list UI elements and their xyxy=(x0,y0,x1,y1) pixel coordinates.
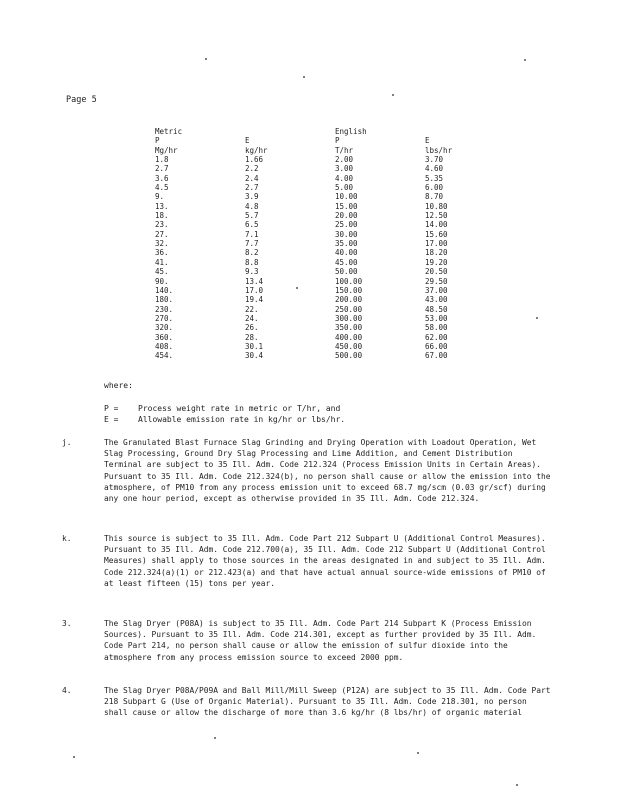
paragraph-j xyxy=(62,437,552,504)
table-row xyxy=(155,155,515,164)
e-metric-cell: 3.9 xyxy=(245,192,259,202)
e-metric-cell: 7.7 xyxy=(245,239,259,249)
e-english-cell: 67.00 xyxy=(425,351,448,361)
metric-group-header: Metric xyxy=(155,127,183,136)
scan-speck xyxy=(516,784,518,786)
p-metric-cell: 3.6 xyxy=(155,173,169,183)
page-label: Page 5 xyxy=(66,95,97,105)
p-metric-cell: 320. xyxy=(155,323,174,333)
p-metric-cell: 1.8 xyxy=(155,155,169,165)
p-english-cell: 500.00 xyxy=(335,351,363,361)
table-row xyxy=(155,286,515,295)
e-english-cell: 15.60 xyxy=(425,229,448,239)
e-english-cell: 48.50 xyxy=(425,304,448,314)
p-english-cell: 100.00 xyxy=(335,276,363,286)
p-english-cell: 2.00 xyxy=(335,155,354,165)
e-english-cell: 37.00 xyxy=(425,285,448,295)
e-metric-cell: 9.3 xyxy=(245,267,259,277)
emission-rate-table xyxy=(155,127,515,361)
definition-p-text: Process weight rate in metric or T/hr, and xyxy=(138,404,341,413)
e-english-cell: 6.00 xyxy=(425,183,444,193)
p-english-cell: 150.00 xyxy=(335,285,363,295)
where-label: where: xyxy=(104,381,133,390)
symbol-header-row xyxy=(155,136,515,145)
table-row xyxy=(155,305,515,314)
p-english-cell: 450.00 xyxy=(335,341,363,351)
p-metric-cell: 230. xyxy=(155,304,174,314)
p-metric-cell: 270. xyxy=(155,313,174,323)
e-english-cell: 62.00 xyxy=(425,332,448,342)
e-metric-cell: 19.4 xyxy=(245,295,264,305)
e-english-cell: 18.20 xyxy=(425,248,448,258)
definition-p-symbol: P = xyxy=(104,404,119,413)
p-english-cell: 25.00 xyxy=(335,220,358,230)
paragraph-j-text: The Granulated Blast Furnace Slag Grinding and Drying Operation with Loadout Operation, Wet Slag Processing, Ground Dry Slag Processing and Lime Addition, and Cement Distribution Terminal are subject to 35 Ill. Adm. Code 212.324 (Process Emission Units in Certain Areas). Pursuant to 35 Ill. Adm. Code 212.324(b), no person shall cause or allow the emission into the atmosphere, of PM10 from any process emission unit to exceed 68.7 mg/scm (0.03 gr/scf) during any one hour period, except as otherwise provided in 35 Ill. Adm. Code 212.324. xyxy=(104,438,551,504)
p-english-cell: 350.00 xyxy=(335,323,363,333)
p-english-cell: 400.00 xyxy=(335,332,363,342)
e-metric-cell: 5.7 xyxy=(245,211,259,221)
e-metric-cell: 26. xyxy=(245,323,259,333)
table-row xyxy=(155,192,515,201)
scan-speck xyxy=(536,317,538,319)
e-metric-cell: 2.7 xyxy=(245,183,259,193)
p-metric-cell: 41. xyxy=(155,257,169,267)
table-row xyxy=(155,183,515,192)
table-row xyxy=(155,220,515,229)
paragraph-3-text: The Slag Dryer (P08A) is subject to 35 Ill. Adm. Code Part 214 Subpart K (Process Emission Sources). Pursuant to 35 Ill. Adm. Code 214.301, except as further provided by 35 Ill. Adm. Code Part 214, no person shall cause or allow the emission of sulfur dioxide into the atmosphere from any process emission source to exceed 2000 ppm. xyxy=(104,619,537,662)
scan-speck xyxy=(303,76,305,78)
p-english-cell: 200.00 xyxy=(335,295,363,305)
e-english-cell: 3.70 xyxy=(425,155,444,165)
p-english-cell: 3.00 xyxy=(335,164,354,174)
e-english-cell: 19.20 xyxy=(425,257,448,267)
paragraph-4 xyxy=(62,685,552,719)
e-metric-cell: 22. xyxy=(245,304,259,314)
table-row xyxy=(155,174,515,183)
table-row xyxy=(155,239,515,248)
e-metric-cell: 2.2 xyxy=(245,164,259,174)
e-english-cell: 53.00 xyxy=(425,313,448,323)
e-metric-cell: 13.4 xyxy=(245,276,264,286)
p-metric-cell: 408. xyxy=(155,341,174,351)
e-metric-cell: 8.8 xyxy=(245,257,259,267)
e-english-cell: 29.50 xyxy=(425,276,448,286)
table-row xyxy=(155,351,515,360)
definition-e xyxy=(104,415,345,424)
p-english-cell: 50.00 xyxy=(335,267,358,277)
group-header-row xyxy=(155,127,515,136)
p-metric-cell: 27. xyxy=(155,229,169,239)
e-metric-cell: 7.1 xyxy=(245,229,259,239)
scan-speck xyxy=(296,287,298,289)
e-metric-cell: 8.2 xyxy=(245,248,259,258)
e-english-cell: 4.60 xyxy=(425,164,444,174)
paragraph-k xyxy=(62,533,552,589)
p-metric-cell: 18. xyxy=(155,211,169,221)
table-row xyxy=(155,314,515,323)
e-metric-cell: 1.66 xyxy=(245,155,264,165)
e-metric-unit: kg/hr xyxy=(245,145,268,155)
definition-e-text: Allowable emission rate in kg/hr or lbs/hr. xyxy=(138,415,346,424)
e-english-cell: 10.80 xyxy=(425,201,448,211)
e-metric-header: E xyxy=(245,136,250,146)
p-metric-cell: 454. xyxy=(155,351,174,361)
table-row xyxy=(155,202,515,211)
table-row xyxy=(155,323,515,332)
e-english-cell: 20.50 xyxy=(425,267,448,277)
english-group-header: English xyxy=(335,127,367,136)
paragraph-k-label: k. xyxy=(62,534,72,543)
table-row xyxy=(155,342,515,351)
p-english-cell: 300.00 xyxy=(335,313,363,323)
p-metric-cell: 32. xyxy=(155,239,169,249)
e-english-cell: 43.00 xyxy=(425,295,448,305)
e-metric-cell: 17.0 xyxy=(245,285,264,295)
p-english-cell: 10.00 xyxy=(335,192,358,202)
p-metric-cell: 36. xyxy=(155,248,169,258)
paragraph-k-text: This source is subject to 35 Ill. Adm. Code Part 212 Subpart U (Additional Control Measures). Pursuant to 35 Ill. Adm. Code 212.700(a), 35 Ill. Adm. Code 212 Subpart U (Additional Control Measures) shall apply to those sources in the areas designated in and subject to 35 Ill. Adm. Code 212.324(a)(1) or 212.423(a) and that have actual annual source-wide emissions of PM10 of at least fifteen (15) tons per year. xyxy=(104,534,546,588)
paragraph-4-text: The Slag Dryer P08A/P09A and Ball Mill/Mill Sweep (P12A) are subject to 35 Ill. Adm. Code Part 218 Subpart G (Use of Organic Material). Pursuant to 35 Ill. Adm. Code 218.301, no person shall cause or allow the discharge of more than 3.6 kg/hr (8 lbs/hr) of organic material xyxy=(104,686,551,718)
table-row xyxy=(155,267,515,276)
scan-speck xyxy=(73,756,75,758)
scan-speck xyxy=(392,94,394,96)
p-metric-unit: Mg/hr xyxy=(155,145,178,155)
e-english-cell: 8.70 xyxy=(425,192,444,202)
p-english-cell: 35.00 xyxy=(335,239,358,249)
p-metric-cell: 4.5 xyxy=(155,183,169,193)
e-english-cell: 12.50 xyxy=(425,211,448,221)
p-metric-cell: 2.7 xyxy=(155,164,169,174)
e-metric-cell: 4.8 xyxy=(245,201,259,211)
p-metric-cell: 90. xyxy=(155,276,169,286)
table-row xyxy=(155,277,515,286)
e-english-cell: 14.00 xyxy=(425,220,448,230)
definition-p xyxy=(104,404,340,413)
p-english-cell: 20.00 xyxy=(335,211,358,221)
unit-header-row xyxy=(155,146,515,155)
scan-speck xyxy=(214,737,216,739)
table-row xyxy=(155,164,515,173)
p-metric-cell: 180. xyxy=(155,295,174,305)
e-english-cell: 58.00 xyxy=(425,323,448,333)
p-english-cell: 250.00 xyxy=(335,304,363,314)
p-metric-cell: 23. xyxy=(155,220,169,230)
scan-speck xyxy=(205,58,207,60)
table-row xyxy=(155,333,515,342)
paragraph-3-label: 3. xyxy=(62,619,72,628)
p-english-cell: 40.00 xyxy=(335,248,358,258)
p-english-cell: 30.00 xyxy=(335,229,358,239)
p-english-cell: 15.00 xyxy=(335,201,358,211)
scan-speck xyxy=(524,59,526,61)
table-body xyxy=(155,155,515,361)
e-metric-cell: 2.4 xyxy=(245,173,259,183)
paragraph-3 xyxy=(62,618,552,663)
scan-speck xyxy=(417,752,419,754)
p-english-cell: 4.00 xyxy=(335,173,354,183)
e-metric-cell: 30.4 xyxy=(245,351,264,361)
table-row xyxy=(155,211,515,220)
table-row xyxy=(155,295,515,304)
p-metric-cell: 9. xyxy=(155,192,165,202)
p-english-cell: 45.00 xyxy=(335,257,358,267)
p-metric-cell: 140. xyxy=(155,285,174,295)
p-english-unit: T/hr xyxy=(335,145,354,155)
definition-e-symbol: E = xyxy=(104,415,119,424)
e-english-unit: lbs/hr xyxy=(425,145,453,155)
paragraph-j-label: j. xyxy=(62,438,72,447)
paragraph-4-label: 4. xyxy=(62,686,72,695)
table-row xyxy=(155,248,515,257)
p-english-cell: 5.00 xyxy=(335,183,354,193)
e-metric-cell: 6.5 xyxy=(245,220,259,230)
e-metric-cell: 30.1 xyxy=(245,341,264,351)
p-metric-cell: 360. xyxy=(155,332,174,342)
table-row xyxy=(155,230,515,239)
p-english-header: P xyxy=(335,136,340,146)
table-row xyxy=(155,258,515,267)
e-english-cell: 17.00 xyxy=(425,239,448,249)
e-english-cell: 5.35 xyxy=(425,173,444,183)
p-metric-cell: 45. xyxy=(155,267,169,277)
p-metric-cell: 13. xyxy=(155,201,169,211)
e-metric-cell: 28. xyxy=(245,332,259,342)
e-english-cell: 66.00 xyxy=(425,341,448,351)
e-metric-cell: 24. xyxy=(245,313,259,323)
p-metric-header: P xyxy=(155,136,160,146)
e-english-header: E xyxy=(425,136,430,146)
